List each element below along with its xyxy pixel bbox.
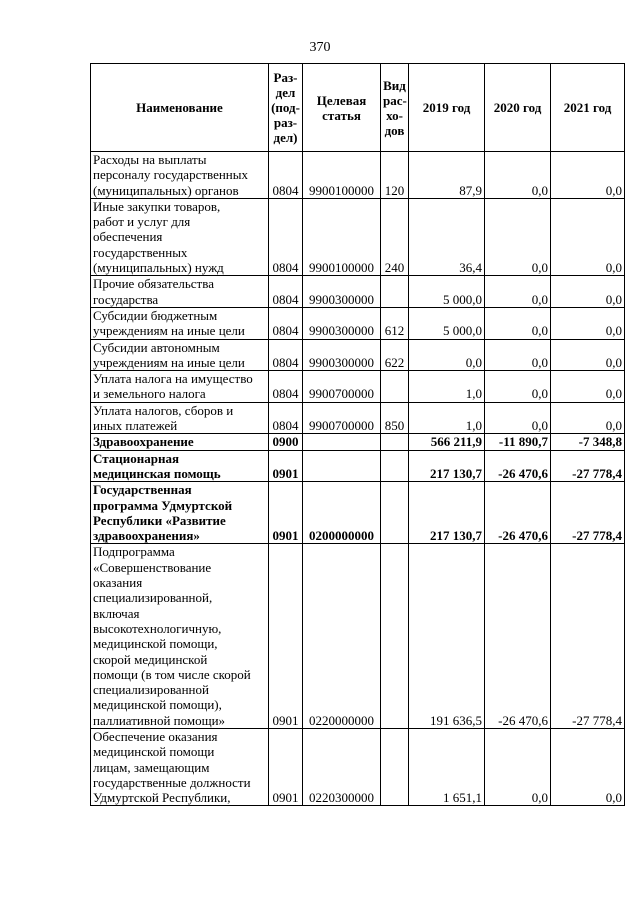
table-row	[91, 276, 625, 308]
cell-kind	[381, 276, 409, 308]
cell-y2019: 217 130,7	[409, 450, 485, 482]
cell-target: 0220000000	[303, 544, 381, 729]
cell-y2020: 0,0	[485, 198, 551, 275]
cell-section: 0804	[269, 402, 303, 434]
cell-section: 0901	[269, 450, 303, 482]
header-2019: 2019 год	[409, 64, 485, 152]
cell-section: 0804	[269, 276, 303, 308]
cell-target: 9900700000	[303, 402, 381, 434]
cell-y2019: 5 000,0	[409, 307, 485, 339]
cell-section: 0901	[269, 482, 303, 544]
cell-name: Иные закупки товаров, работ и услуг для обеспечения государственных (муниципальных) нужд	[91, 198, 269, 275]
cell-name: Здравоохранение	[91, 434, 269, 450]
cell-y2019: 87,9	[409, 152, 485, 199]
cell-section: 0804	[269, 371, 303, 403]
table-row	[91, 450, 625, 482]
cell-y2021: 0,0	[551, 152, 625, 199]
cell-kind	[381, 482, 409, 544]
table-row	[91, 307, 625, 339]
cell-name: Уплата налога на имущество и земельного налога	[91, 371, 269, 403]
cell-y2021: 0,0	[551, 371, 625, 403]
header-kind: Вид рас- хо- дов	[381, 64, 409, 152]
header-row	[91, 64, 625, 152]
cell-y2019: 191 636,5	[409, 544, 485, 729]
cell-section: 0804	[269, 198, 303, 275]
cell-target	[303, 434, 381, 450]
cell-y2020: 0,0	[485, 339, 551, 371]
cell-kind: 240	[381, 198, 409, 275]
cell-kind: 612	[381, 307, 409, 339]
budget-table	[90, 63, 625, 806]
cell-target: 9900700000	[303, 371, 381, 403]
cell-name: Субсидии автономным учреждениям на иные цели	[91, 339, 269, 371]
cell-name: Стационарная медицинская помощь	[91, 450, 269, 482]
table-row	[91, 339, 625, 371]
cell-target	[303, 450, 381, 482]
cell-y2021: -27 778,4	[551, 450, 625, 482]
cell-y2020: 0,0	[485, 402, 551, 434]
table-row	[91, 434, 625, 450]
cell-y2019: 1 651,1	[409, 728, 485, 805]
cell-y2019: 1,0	[409, 371, 485, 403]
cell-kind: 120	[381, 152, 409, 199]
cell-target: 9900100000	[303, 152, 381, 199]
cell-y2019: 5 000,0	[409, 276, 485, 308]
cell-section: 0900	[269, 434, 303, 450]
cell-y2020: -26 470,6	[485, 482, 551, 544]
table-row	[91, 402, 625, 434]
cell-y2021: 0,0	[551, 276, 625, 308]
cell-y2020: -26 470,6	[485, 544, 551, 729]
cell-y2020: 0,0	[485, 371, 551, 403]
table-body	[91, 152, 625, 806]
cell-y2020: -26 470,6	[485, 450, 551, 482]
cell-target: 9900300000	[303, 276, 381, 308]
cell-name: Обеспечение оказания медицинской помощи лицам, замещающим государственные должности Удмуртской Республики,	[91, 728, 269, 805]
header-section: Раз- дел (под- раз- дел)	[269, 64, 303, 152]
cell-y2021: 0,0	[551, 402, 625, 434]
table-row	[91, 544, 625, 729]
cell-y2019: 566 211,9	[409, 434, 485, 450]
cell-section: 0901	[269, 728, 303, 805]
header-2020: 2020 год	[485, 64, 551, 152]
cell-section: 0804	[269, 307, 303, 339]
cell-name: Уплата налогов, сборов и иных платежей	[91, 402, 269, 434]
cell-name: Расходы на выплаты персоналу государственных (муниципальных) органов	[91, 152, 269, 199]
cell-y2021: 0,0	[551, 339, 625, 371]
cell-section: 0901	[269, 544, 303, 729]
header-target: Целевая статья	[303, 64, 381, 152]
cell-name: Государственная программа Удмуртской Республики «Развитие здравоохранения»	[91, 482, 269, 544]
table-row	[91, 728, 625, 805]
cell-y2021: 0,0	[551, 198, 625, 275]
cell-kind	[381, 450, 409, 482]
cell-y2021: 0,0	[551, 728, 625, 805]
cell-kind: 622	[381, 339, 409, 371]
table-row	[91, 198, 625, 275]
cell-kind	[381, 544, 409, 729]
cell-kind	[381, 728, 409, 805]
cell-name: Прочие обязательства государства	[91, 276, 269, 308]
cell-name: Подпрограмма «Совершенствование оказания специализированной, включая высокотехнологичную, медицинской помощи, скорой медицинской помощи (в том числе скорой специализированной медицинской помощи), паллиативной помощи»	[91, 544, 269, 729]
cell-y2020: 0,0	[485, 307, 551, 339]
page-number: 370	[309, 40, 331, 55]
table-row	[91, 152, 625, 199]
cell-y2020: 0,0	[485, 728, 551, 805]
cell-y2019: 217 130,7	[409, 482, 485, 544]
header-2021: 2021 год	[551, 64, 625, 152]
cell-y2021: -27 778,4	[551, 482, 625, 544]
cell-target: 9900300000	[303, 307, 381, 339]
cell-y2020: 0,0	[485, 276, 551, 308]
cell-kind	[381, 371, 409, 403]
cell-kind	[381, 434, 409, 450]
cell-target: 9900300000	[303, 339, 381, 371]
cell-name: Субсидии бюджетным учреждениям на иные цели	[91, 307, 269, 339]
cell-y2019: 36,4	[409, 198, 485, 275]
cell-section: 0804	[269, 152, 303, 199]
table-row	[91, 371, 625, 403]
cell-y2020: 0,0	[485, 152, 551, 199]
header-name: Наименование	[91, 64, 269, 152]
cell-target: 0200000000	[303, 482, 381, 544]
cell-y2019: 1,0	[409, 402, 485, 434]
cell-kind: 850	[381, 402, 409, 434]
cell-target: 0220300000	[303, 728, 381, 805]
cell-y2019: 0,0	[409, 339, 485, 371]
cell-target: 9900100000	[303, 198, 381, 275]
cell-y2021: 0,0	[551, 307, 625, 339]
cell-y2021: -27 778,4	[551, 544, 625, 729]
table-row	[91, 482, 625, 544]
cell-section: 0804	[269, 339, 303, 371]
cell-y2021: -7 348,8	[551, 434, 625, 450]
cell-y2020: -11 890,7	[485, 434, 551, 450]
